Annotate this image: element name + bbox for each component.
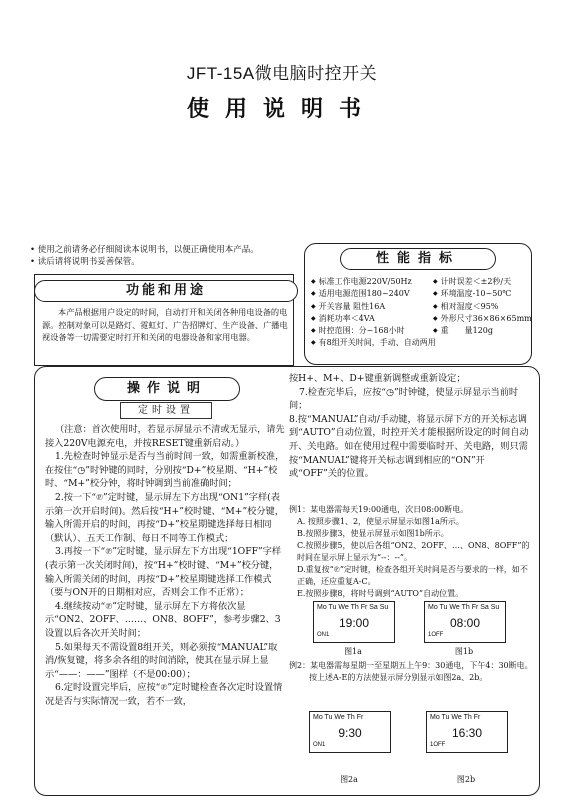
figure-caption: 图2b: [456, 775, 476, 784]
lcd-time: 9:30: [338, 726, 362, 740]
timer-setting-heading: 定时设置: [120, 402, 212, 419]
spec-row: ◆ 时控范围：分~168小时 ◆ 重 量120g: [311, 325, 532, 337]
lcd-figure-1a: [313, 601, 395, 643]
operation-paragraph: 5.如果每天不需设置8组开关，则必须按“MANUAL”取消/恢复键，将多余各组的时间消除，使其在显示屏上显示“——：——”图样（不是00:00）；: [45, 641, 278, 680]
figure-caption: 图2a: [340, 775, 358, 784]
example-line: 例2：某电器需每星期一至星期五上午9：30通电，下午4：30断电。: [289, 661, 533, 670]
example-2: [289, 660, 533, 684]
example-1: [289, 504, 533, 600]
operation-paragraph: 4.继续按动“℗”定时键，显示屏左下方将依次显示“ON2、2OFF、……、ON8、8OFF”，参考步骤2、3设置以后各次开关时间；: [45, 600, 281, 639]
lcd-time: 08:00: [449, 616, 481, 630]
lcd-time: 16:30: [451, 726, 483, 740]
operation-paragraph: 6.定时设置完毕后，应按“℗”定时键检查各次定时设置情况是否与实际情况一致，若不一致，: [45, 682, 283, 707]
lcd-days: Mo Tu We Th Fr: [430, 714, 481, 721]
note-item: • 使用之前请务必仔细阅读本说明书，以便正确使用本产品。: [30, 244, 259, 256]
document-title: JFT-15A微电脑时控开关: [186, 64, 378, 83]
figure-caption: 图1b: [454, 647, 474, 656]
spec-row: ◆ 适用电源范围180~240V ◆ 环境温度-10~50℃: [311, 288, 532, 300]
spec-list: [311, 276, 532, 350]
example-line: 按上述A-E的方法使显示屏分别显示如图2a、2b。: [309, 673, 488, 682]
figure-caption: 图1a: [344, 647, 362, 656]
lcd-days: Mo Tu We Th Fr: [313, 714, 364, 721]
example-line: E.按照步骤8，将时号调到“AUTO”自动位置。: [297, 589, 464, 598]
lcd-tag: ON1: [317, 632, 330, 638]
example-line: B.按照步骤3，使显示屏显示如图1b所示。: [297, 529, 449, 538]
spec-row: ◆ 有8组开关时间，手动、自动两用: [311, 337, 532, 349]
spec-heading: 性能指标: [340, 248, 496, 270]
example-line: D.重复按“℗”定时键，检查各组开关时间是否与要求的一样，如不正确，还应重复A-C。: [297, 565, 528, 586]
lcd-days: Mo Tu We Th Fr Sa Su: [317, 604, 389, 611]
example-line: A. 按照步骤1、2，使显示屏显示如图1a所示。: [297, 517, 464, 526]
lcd-figure-1b: [424, 601, 506, 643]
spec-row: ◆ 消耗功率＜4VA ◆ 外形尺寸36×86×65mm: [311, 313, 532, 325]
operation-paragraph: （注意：首次使用时，若显示屏显示不清或无显示，请先接入220V电源充电，并按RESET键重新启动。）: [45, 424, 285, 449]
example-line: 例1：某电器需每天19:00通电，次日08:00断电。: [289, 505, 469, 514]
lcd-figure-2a: [309, 711, 391, 753]
example-line: C.按照步骤5，使以后各组“ON2、2OFF、…、ON8、8OFF”的时间在显示屏上显示为“--：--”。: [297, 541, 530, 562]
operation-paragraph: 1.先检查时钟显示是否与当前时间一致，如需重新校准，在按住“◷”时钟键的同时，分别按“D+”校星期、“H+”校时、“M+”校分钟，将时钟调到当前准确时间；: [45, 451, 285, 490]
lcd-tag: ON1: [313, 742, 326, 748]
lcd-tag: 1OFF: [430, 742, 446, 748]
function-text: 本产品根据用户设定的时间，自动打开和关闭各种用电设备的电源。控制对象可以是路灯、霓虹灯、广告招牌灯、生产设备、广播电视设备等一切需要定时打开和关闭的电器设备和家用电器。: [42, 307, 288, 342]
operation-paragraph: 7.检查完毕后，应按“◷”时钟键，使显示屏显示当前时间；: [289, 386, 519, 412]
operation-right-column: [289, 372, 529, 481]
operation-left-column: [45, 423, 285, 708]
lcd-days: Mo Tu We Th Fr Sa Su: [428, 604, 500, 611]
operation-paragraph: 2.按一下“℗”定时键，显示屏左下方出现“ON1”字样(表示第一次开启时间)。然后按“H+”校时键、“M+”校分键，输入所需开启的时间，再按“D+”校星期键选择每日相同（默认）、五天工作制、每日不同等工作模式；: [45, 491, 284, 544]
spec-row: ◆ 开关容量 阻性16A ◆ 相对湿度＜95%: [311, 301, 532, 313]
operation-paragraph: 按H+、M+、D+键重新调整或重新设定；: [289, 373, 466, 384]
usage-notes: [30, 244, 259, 268]
note-item: • 读后请将说明书妥善保管。: [30, 256, 259, 268]
operation-paragraph: 8.按“MANUAL”自动/手动键，将显示屏下方的开关标志调到“AUTO”自动位置，时控开关才能根据所设定的时间自动开、关电路。如在使用过程中需要临时开、关电路，则只需按“MANUAL”键将开关标志调到相应的“ON”开或“OFF”关的位置。: [289, 413, 529, 480]
operation-paragraph: 3.再按一下“℗”定时键，显示屏左下方出现“1OFF”字样(表示第一次关闭时间)，按“H+”校时键、“M+”校分键，输入所需关闭的时间，再按“D+”校星期键选择工作模式（要与ON开的日期相对应，否则会工作不正常）；: [45, 546, 282, 599]
function-heading: 功能和用途: [34, 280, 298, 302]
document-subtitle: 使用说明书: [186, 97, 377, 122]
lcd-time: 19:00: [338, 616, 370, 630]
lcd-tag: 1OFF: [428, 632, 444, 638]
lcd-figure-2b: [426, 711, 508, 753]
operation-heading: 操作说明: [94, 377, 240, 401]
spec-row: ◆ 标准工作电源220V/50Hz ◆ 计时误差＜±2秒/天: [311, 276, 532, 288]
